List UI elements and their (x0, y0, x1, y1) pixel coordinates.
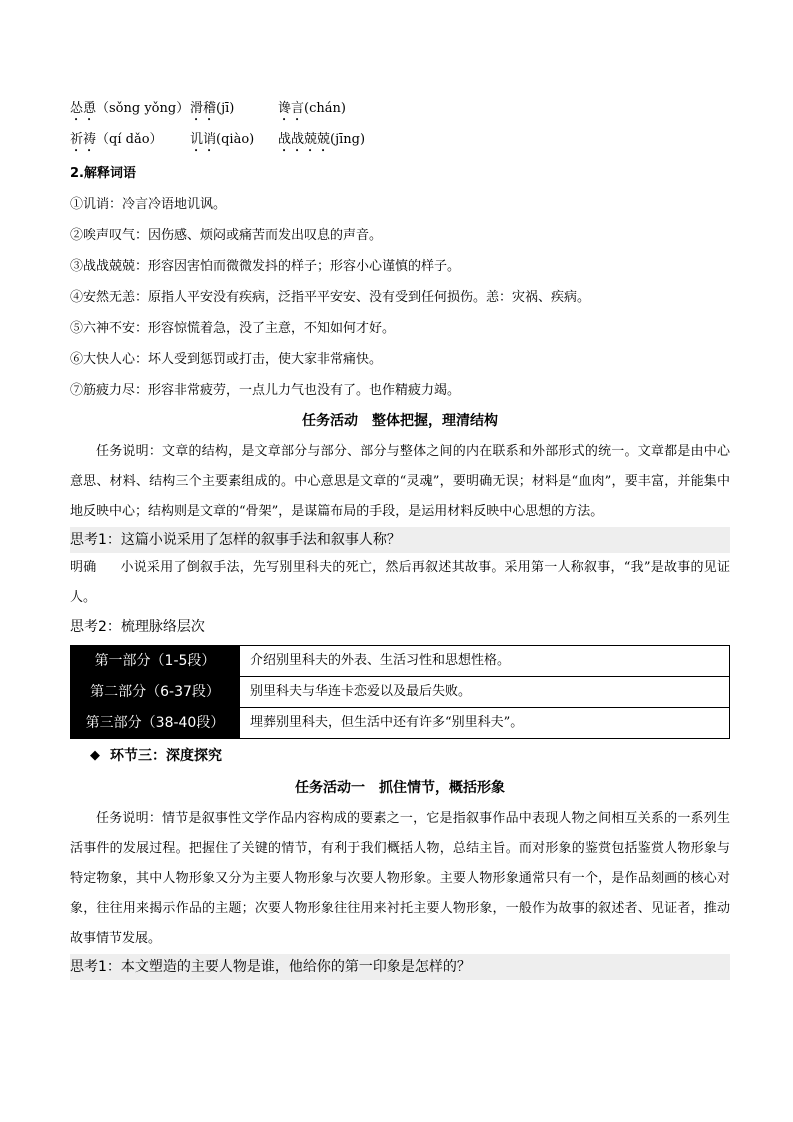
vocab-item: 怂恿（sǒng yǒng） (70, 101, 190, 116)
table-row (71, 708, 730, 739)
question-3: 思考1：本文塑造的主要人物是谁，他给你的第一印象是怎样的？ (70, 954, 730, 980)
definition-item: ③战战兢兢：形容因害怕而微微发抖的样子；形容小心谨慎的样子。 (70, 258, 461, 274)
section-heading: 2.解释词语 (70, 165, 136, 181)
part-label: 第三部分（38-40段） (71, 708, 240, 739)
part-content: 埋葬别里科夫，但生活中还有许多“别里科夫”。 (240, 708, 730, 739)
document-page (70, 96, 730, 980)
definition-item: ⑦筋疲力尽：形容非常疲劳，一点儿力气也没有了。也作精疲力竭。 (70, 382, 461, 398)
question-1: 思考1：这篇小说采用了怎样的叙事手法和叙事人称？ (70, 527, 730, 553)
vocab-item: 讥诮(qiào) (190, 132, 255, 147)
table-row (71, 677, 730, 708)
vocab-item: 祈祷（qí dǎo） (70, 132, 163, 147)
part-content: 别里科夫与华连卡恋爱以及最后失败。 (240, 677, 730, 708)
section-3-heading (70, 739, 730, 773)
definition-item: ①讥诮：冷言冷语地讥讽。 (70, 196, 227, 212)
answer-1 (70, 553, 730, 613)
vocab-item: 滑稽(jī) (190, 101, 235, 116)
structure-table (70, 645, 730, 739)
task-title: 任务活动 整体把握，理清结构 (302, 413, 498, 429)
vocab-item: 谗言(chán) (278, 101, 346, 116)
table-row (71, 646, 730, 677)
task-description: 任务说明：文章的结构，是文章部分与部分、部分与整体之间的内在联系和外部形式的统一。文章都是由中心意思、材料、结构三个主要素组成的。中心意思是文章的“灵魂”，要明确无误；材料是“血肉”，要丰富，并能集中地反映中心；结构则是文章的“骨架”，是谋篇布局的手段，是运用材料反映中心思想的方法。 (70, 444, 730, 519)
task-description-2: 任务说明：情节是叙事性文学作品内容构成的要素之一，它是指叙事作品中表现人物之间相互关系的一系列生活事件的发展过程。把握住了关键的情节，有利于我们概括人物，总结主旨。而对形象的鉴赏包括鉴赏人物形象与特定物象，其中人物形象又分为主要人物形象与次要人物形象。主要人物形象通常只有一个，是作品刻画的核心对象，往往用来揭示作品的主题；次要人物形象往往用来衬托主要人物形象，一般作为故事的叙述者、见证者，推动故事情节发展。 (70, 811, 730, 946)
vocab-item: 战战兢兢(jīng) (278, 132, 366, 147)
diamond-icon: ◆ (90, 748, 100, 764)
definition-item: ⑥大快人心：坏人受到惩罚或打击，使大家非常痛快。 (70, 351, 383, 367)
section-3-title: 环节三：深度探究 (110, 747, 222, 764)
vocab-row-1 (70, 96, 730, 127)
task-title-2: 任务活动一 抓住情节，概括形象 (295, 780, 505, 796)
answer-text: 小说采用了倒叙手法，先写别里科夫的死亡，然后再叙述其故事。采用第一人称叙事，“我”是故事的见证人。 (70, 560, 730, 605)
definition-item: ②唉声叹气：因伤感、烦闷或痛苦而发出叹息的声音。 (70, 227, 383, 243)
part-label: 第一部分（1-5段） (71, 646, 240, 677)
vocab-row-2 (70, 127, 730, 158)
part-content: 介绍别里科夫的外表、生活习性和思想性格。 (240, 646, 730, 677)
question-2: 思考2：梳理脉络层次 (70, 618, 205, 635)
definition-item: ④安然无恙：原指人平安没有疾病，泛指平平安安、没有受到任何损伤。恙：灾祸、疾病。 (70, 289, 591, 305)
part-label: 第二部分（6-37段） (71, 677, 240, 708)
definition-item: ⑤六神不安：形容惊慌着急，没了主意，不知如何才好。 (70, 320, 396, 336)
answer-label: 明确 (70, 560, 97, 575)
